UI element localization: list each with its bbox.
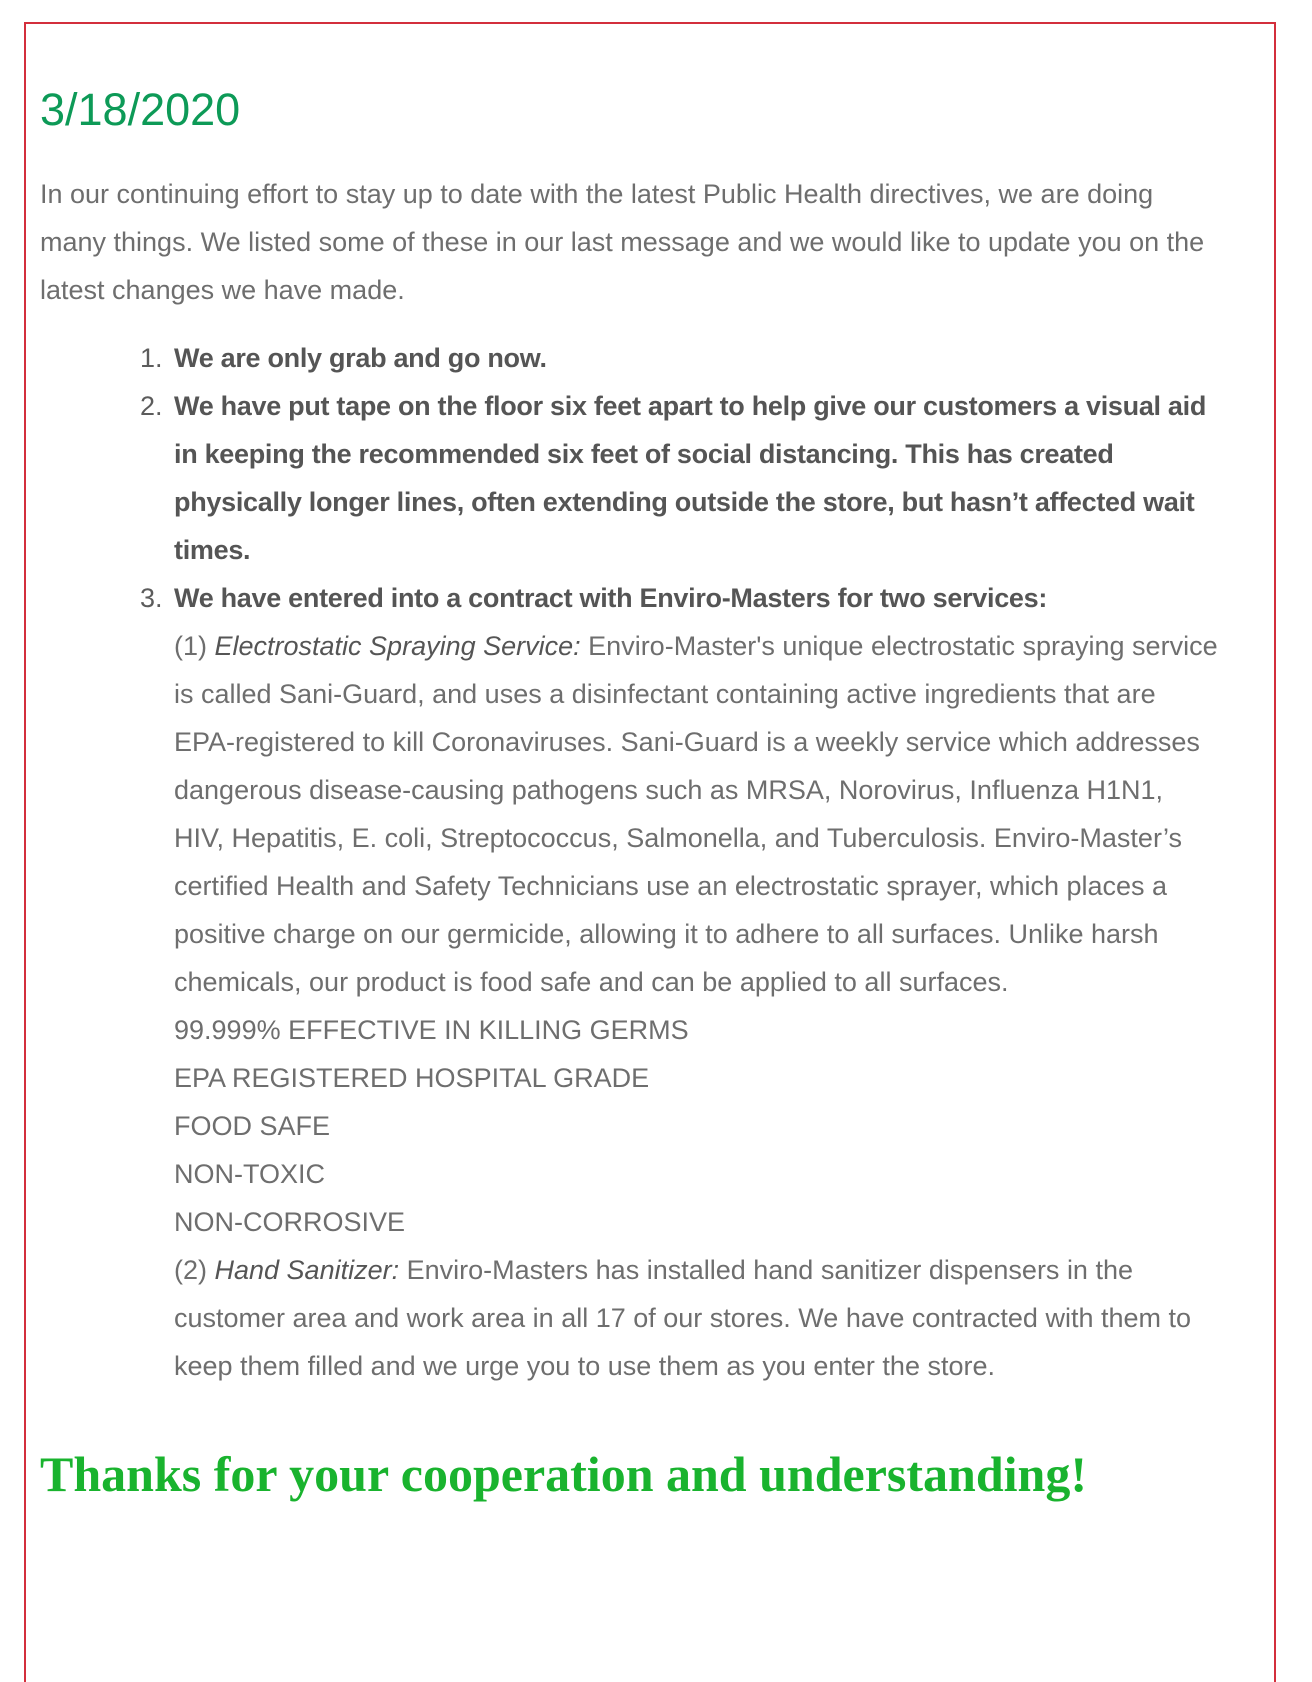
item-number: 3.: [140, 583, 163, 613]
announcement-content: [40, 82, 1220, 1504]
item-text: We have entered into a contract with Enviro-Masters for two services:: [174, 583, 1048, 613]
updates-list: [40, 334, 1220, 1390]
intro-paragraph: In our continuing effort to stay up to date with the latest Public Health directives, we are doing many things. We listed some of these in our last message and we would like to update you on the latest changes we have made.: [40, 179, 1205, 305]
service-prefix: (2): [174, 1255, 215, 1285]
post-date: 3/18/2020: [40, 84, 241, 135]
service-label: Hand Sanitizer:: [214, 1255, 400, 1285]
feature-line: NON-CORROSIVE: [174, 1207, 406, 1237]
closing-message: Thanks for your cooperation and understanding!: [40, 1446, 1087, 1502]
list-item: [140, 334, 1220, 382]
service-label: Electrostatic Spraying Service:: [214, 631, 581, 661]
service-electrostatic: [174, 622, 1220, 1006]
service-hand-sanitizer: [174, 1246, 1220, 1390]
feature-line: 99.999% EFFECTIVE IN KILLING GERMS: [174, 1015, 689, 1045]
feature-line: FOOD SAFE: [174, 1111, 331, 1141]
service-prefix: (1): [174, 631, 215, 661]
item-text: We have put tape on the floor six feet apart to help give our customers a visual aid in keeping the recommended six feet of social distancing. This has created physically longer lines, often extending outside the store, but hasn’t affected wait times.: [174, 391, 1207, 565]
item-number: 2.: [140, 391, 163, 421]
feature-line: EPA REGISTERED HOSPITAL GRADE: [174, 1063, 650, 1093]
service-body: Enviro-Master's unique electrostatic spraying service is called Sani-Guard, and uses a disinfectant containing active ingredients that are EPA-registered to kill Coronaviruses. Sani-Guard is a weekly service which addresses dangerous disease-causing pathogens such as MRSA, Norovirus, Influenza H1N1, HIV, Hepatitis, E. coli, Streptococcus, Salmonella, and Tuberculosis. Enviro-Master’s certified Health and Safety Technicians use an electrostatic sprayer, which places a positive charge on our germicide, allowing it to adhere to all surfaces. Unlike harsh chemicals, our product is food safe and can be applied to all surfaces.: [174, 631, 1218, 997]
service-body: Enviro-Masters has installed hand sanitizer dispensers in the customer area and work area in all 17 of our stores. We have contracted with them to keep them filled and we urge you to use them as you enter the store.: [174, 1255, 1192, 1381]
list-item: [140, 382, 1220, 574]
item-text: We are only grab and go now.: [174, 343, 547, 373]
item-number: 1.: [140, 343, 163, 373]
list-item: [140, 574, 1220, 1390]
feature-line: NON-TOXIC: [174, 1159, 326, 1189]
